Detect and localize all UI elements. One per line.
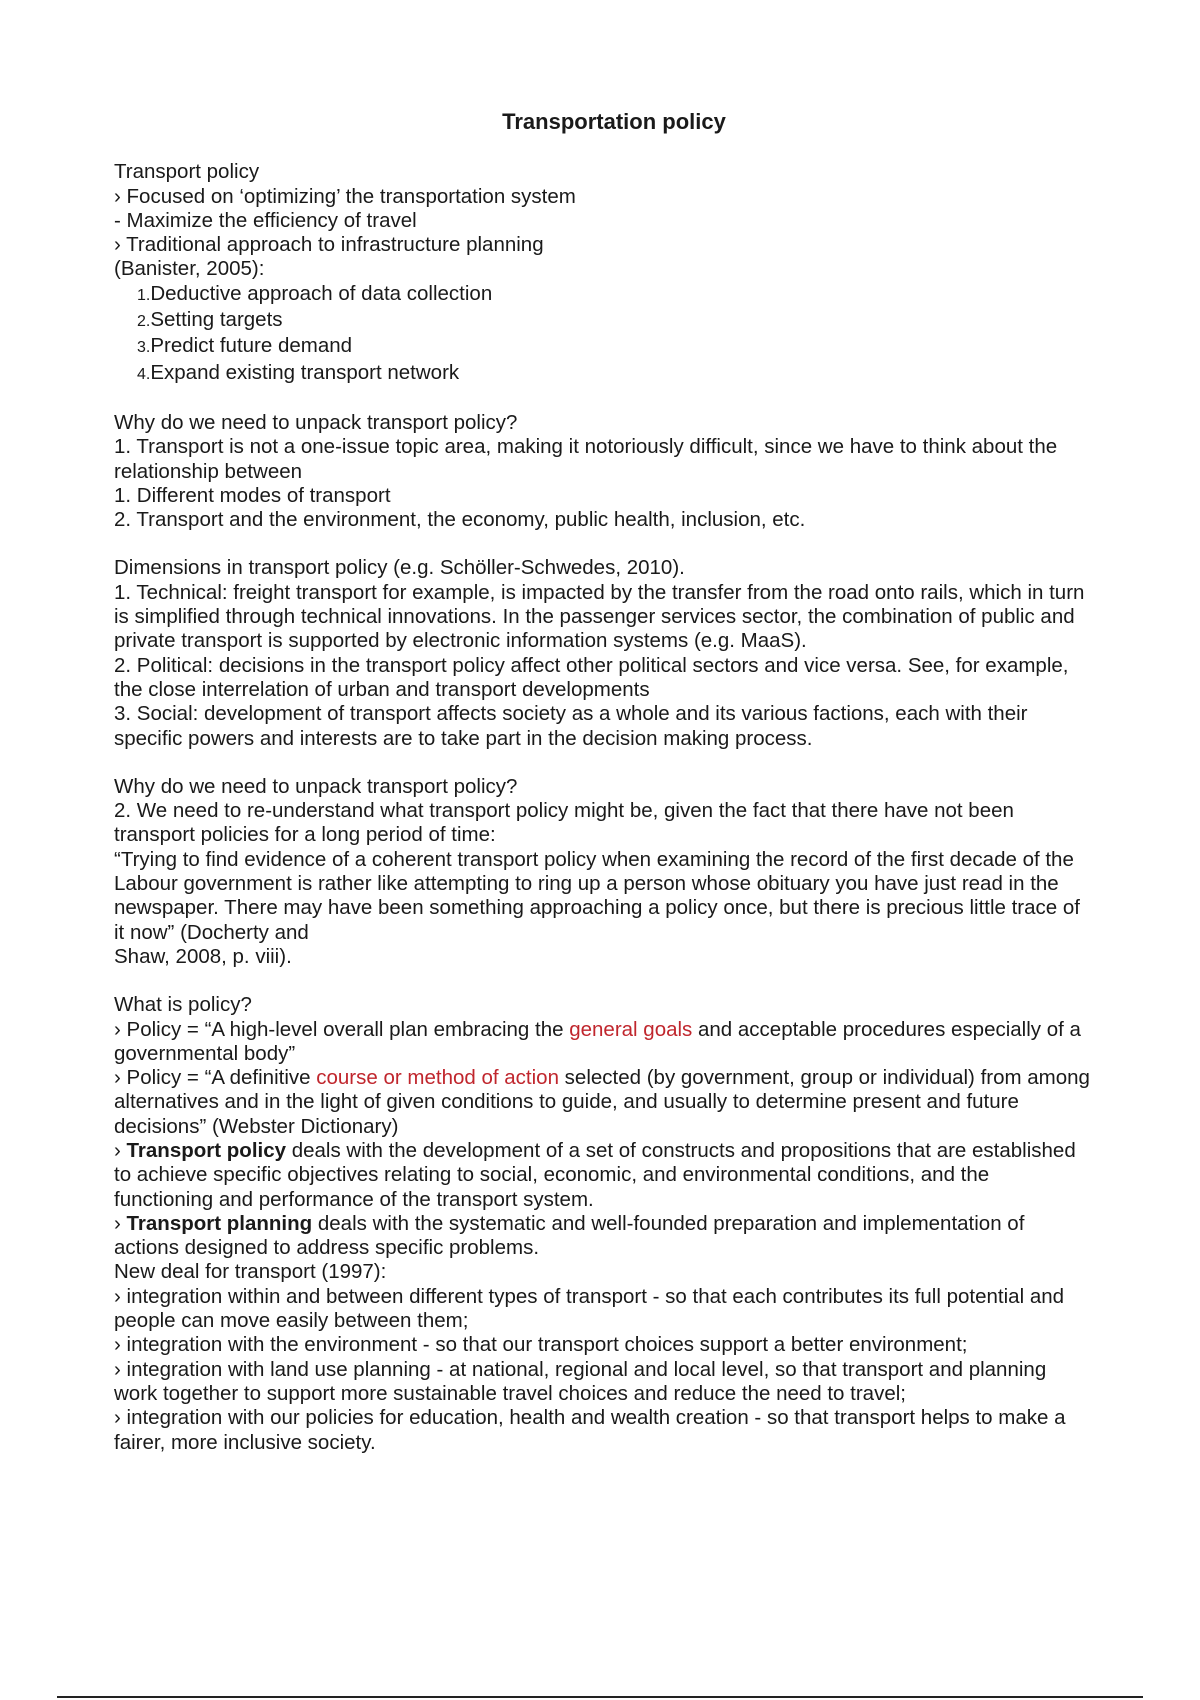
page-title: Transportation policy <box>502 109 726 134</box>
highlight-text: course or method of action <box>316 1066 559 1090</box>
citation-line: (Banister, 2005): <box>114 257 265 281</box>
section-heading: What is policy? <box>114 993 252 1017</box>
integration-item: › integration within and between different types of transport - so that each contributes its full potential and people can move easily between them; <box>114 1284 1065 1333</box>
definition-paragraph <box>114 1139 1094 1212</box>
text-span: › <box>114 1138 127 1162</box>
integration-item: › integration with our policies for education, health and wealth creation - so that transport helps to make a fairer, more inclusive society. <box>114 1406 1066 1454</box>
definition-paragraph <box>114 1018 1094 1067</box>
paragraph: 2. Transport and the environment, the economy, public health, inclusion, etc. <box>114 508 806 532</box>
section-heading: Dimensions in transport policy (e.g. Schöller-Schwedes, 2010). <box>114 556 685 580</box>
list-text: Deductive approach of data collection <box>150 281 493 305</box>
highlight-text: general goals <box>569 1017 693 1041</box>
paragraph: 3. Social: development of transport affects society as a whole and its various factions, each with their specific powers and interests are to take part in the decision making process. <box>114 702 1028 750</box>
list-item <box>114 308 1094 334</box>
section-transport-policy <box>114 160 1094 387</box>
integration-item: › integration with land use planning - at national, regional and local level, so that transport and planning work together to support more sustainable travel choices and reduce the need to travel; <box>114 1357 1047 1405</box>
bottom-divider <box>57 1696 1143 1698</box>
definition-paragraph <box>114 1212 1094 1261</box>
section-why-unpack-1 <box>114 411 1094 532</box>
bold-term: Transport planning <box>126 1211 313 1235</box>
paragraph: 2. Political: decisions in the transport policy affect other political sectors and vice versa. See, for example, the close interrelation of urban and transport developments <box>114 653 1069 701</box>
paragraph: 1. Transport is not a one-issue topic area, making it notoriously difficult, since we have to think about the relationship between <box>114 435 1058 483</box>
text-span: selected (by government, group or individual) from among alternatives and in the light of given conditions to guide, and usually to determine present and future decisions” (Webster Dictionary) <box>114 1066 1090 1138</box>
list-number: 1. <box>137 286 151 304</box>
section-what-is-policy <box>114 993 1094 1455</box>
document-page <box>114 110 1094 1455</box>
paragraph: 2. We need to re-understand what transport policy might be, given the fact that there have not been transport policies for a long period of time: <box>114 799 1014 847</box>
quote-paragraph: “Trying to find evidence of a coherent transport policy when examining the record of the first decade of the Labour government is rather like attempting to ring up a person whose obituary you have just read in the newspaper. There may have been something approaching a policy once, but there is precious little trace of it now” (Docherty and <box>114 847 1080 944</box>
bullet-line: - Maximize the efficiency of travel <box>114 208 417 232</box>
bullet-line: › Focused on ‘optimizing’ the transportation system <box>114 184 576 208</box>
paragraph: 1. Different modes of transport <box>114 483 391 507</box>
bold-term: Transport policy <box>126 1138 287 1162</box>
section-heading: Why do we need to unpack transport policy? <box>114 410 518 434</box>
text-span: › <box>114 1211 127 1235</box>
list-number: 2. <box>137 313 151 331</box>
text-span: and acceptable procedures especially of a governmental body” <box>114 1017 1081 1065</box>
paragraph: New deal for transport (1997): <box>114 1260 387 1284</box>
paragraph: Shaw, 2008, p. viii). <box>114 944 292 968</box>
text-span: deals with the development of a set of constructs and propositions that are established to achieve specific objectives relating to social, economic, and environmental conditions, and the functioning and performance of the transport system. <box>114 1138 1076 1211</box>
list-item <box>114 282 1094 308</box>
paragraph: 1. Technical: freight transport for example, is impacted by the transfer from the road onto rails, which in turn is simplified through technical innovations. In the passenger services sector, the combination of public and private transport is supported by electronic information systems (e.g. MaaS). <box>114 580 1085 653</box>
section-heading: Transport policy <box>114 160 260 184</box>
list-item <box>114 361 1094 387</box>
section-heading: Why do we need to unpack transport policy? <box>114 774 518 798</box>
list-text: Predict future demand <box>150 334 353 358</box>
integration-item: › integration with the environment - so that our transport choices support a better environment; <box>114 1333 968 1357</box>
text-span: › Policy = “A definitive <box>114 1066 317 1090</box>
section-dimensions <box>114 556 1094 750</box>
list-item <box>114 334 1094 360</box>
list-number: 3. <box>137 339 151 357</box>
section-why-unpack-2 <box>114 775 1094 969</box>
list-number: 4. <box>137 365 151 383</box>
list-text: Expand existing transport network <box>150 360 460 384</box>
bullet-line: › Traditional approach to infrastructure planning <box>114 233 544 257</box>
definition-paragraph <box>114 1066 1094 1139</box>
text-span: › Policy = “A high-level overall plan embracing the <box>114 1017 570 1041</box>
list-text: Setting targets <box>150 308 283 332</box>
text-span: deals with the systematic and well-founded preparation and implementation of actions designed to address specific problems. <box>114 1211 1025 1260</box>
